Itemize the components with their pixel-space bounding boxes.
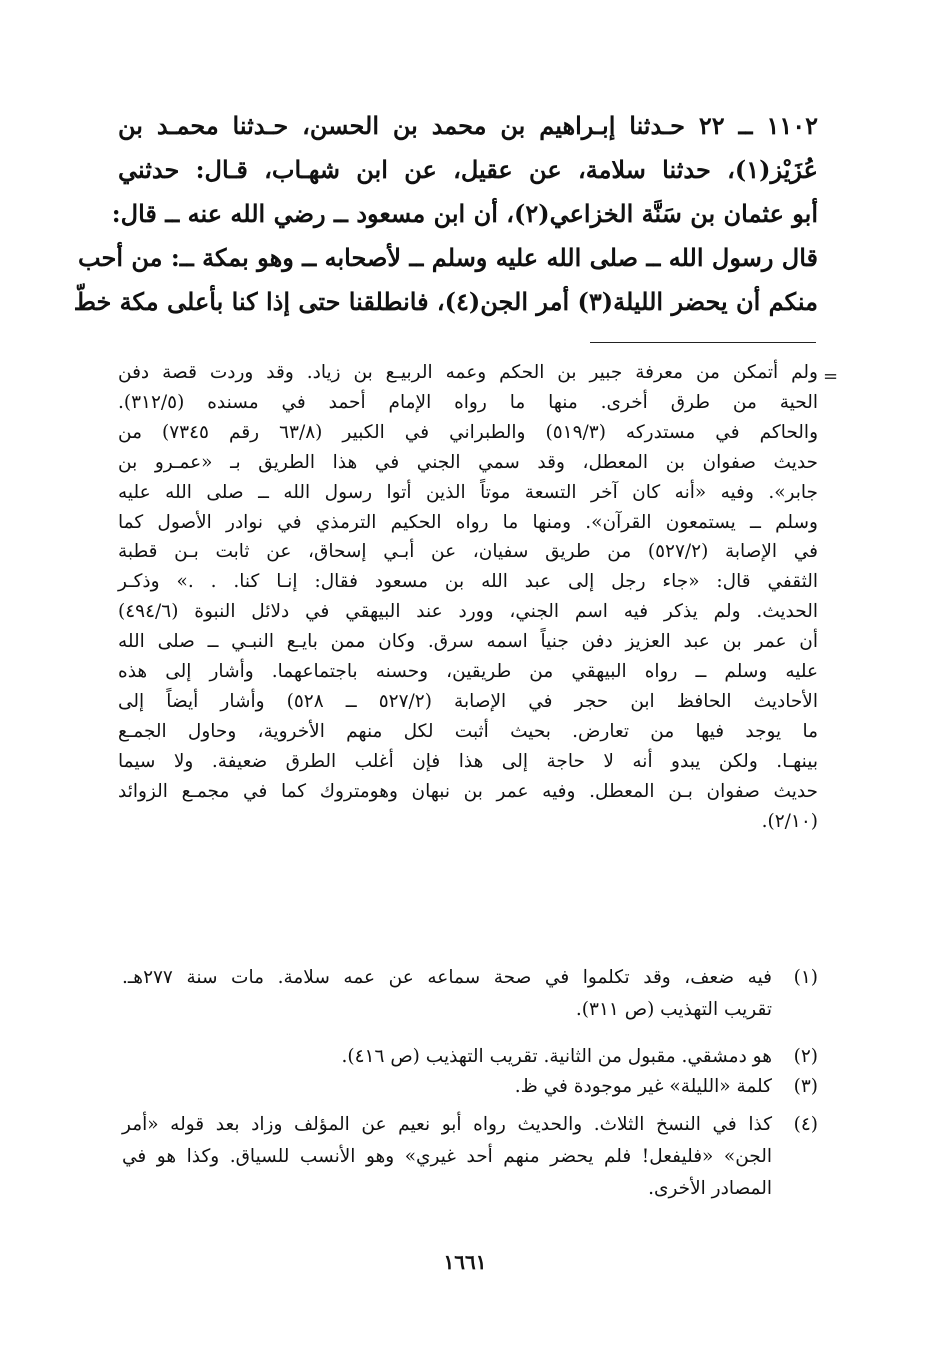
- note-line: الثقفي قال: «جاء رجل إلى عبد الله بن مسعود فقال: إنـا كنا. . .» وذكـر: [118, 571, 818, 593]
- note-line: ولم أتمكن من معرفة جبير بن الحكم وعمه الربيـع بن زياد. وقد وردت قصة دفن: [118, 362, 818, 383]
- main-text-line: ١١٠٢ ــ ٢٢ حـدثنا إبـراهيم بن محمد بن الحسن، حـدثنا محمـد بن: [118, 111, 818, 140]
- main-text-line: قال رسول الله ــ صلى الله عليه وسلم ــ لأصحابه ــ وهو بمكة ــ: من أحب: [77, 243, 818, 272]
- footnote-line: المصادر الأخرى.: [648, 1178, 772, 1199]
- note-line: (٢/١٠).: [761, 810, 818, 832]
- continuation-mark: =: [823, 366, 839, 387]
- footnote-3: [118, 1071, 818, 1103]
- footnote-number: (٢): [793, 1046, 818, 1067]
- footnote-line: الجن» «فليفعل! فلم يحضر منهم أحد غيري» وهو الأنسب للسياق. وكذا هو في: [122, 1146, 772, 1167]
- main-text-line: عُزَيْز(١)، حدثنا سلامة، عن عقيل، عن ابن شهـاب، قـال: حدثني: [118, 155, 818, 184]
- footnote-line: كلمة «الليلة» غير موجودة في ظ.: [514, 1076, 772, 1097]
- footnote-4: [118, 1109, 818, 1209]
- note-line: حديث صفوان بن المعطل، وقد سمي الجني في هذا الطريق بـ «عمـرو بن: [118, 451, 818, 473]
- note-line: وسلم ــ يستمعون القرآن». ومنها ما رواه الحكيم الترمذي في نوادر الأصول كما: [118, 511, 818, 533]
- footnote-number: (٣): [793, 1076, 818, 1097]
- footnote-number: (١): [793, 967, 818, 988]
- main-text-line: أبو عثمان بن سَنَّة الخزاعي(٢)، أن ابن مسعود ــ رضي الله عنه ــ قال:: [111, 199, 818, 228]
- page-number: ١٦٦١: [443, 1250, 487, 1274]
- note-line: الحية من طرق أخرى. منها ما رواه الإمام أحمد في مسنده (٣١٢/٥).: [118, 391, 818, 413]
- footnote-line: تقريب التهذيب (ص ٣١١).: [575, 999, 772, 1020]
- note-line: ما يوجد فيها من تعارض. بحيث أثبت لكل منهم الأخروية، وحاول الجمـع: [118, 720, 818, 742]
- note-line: حديث صفوان بـن المعطل. وفيه عمر بن نبهان وهومتروك كما في مجمـع الزوائد: [118, 780, 818, 802]
- note-line: جابر». وفيه «أنه كان آخر التسعة موتاً الذين أتوا رسول الله ــ صلى الله عليه: [118, 481, 818, 503]
- note-line: الحديث. ولم يذكر فيه اسم الجني، وورد عند البيهقي في دلائل النبوة (٤٩٤/٦): [118, 601, 818, 623]
- footnote-1: [118, 962, 818, 1028]
- footnote-2: [118, 1041, 818, 1073]
- hadith-main-text: [73, 104, 818, 324]
- footnote-body: [122, 1071, 772, 1103]
- footnote-line: كذا في النسخ الثلاث. والحديث رواه أبو نعيم عن المؤلف وزاد بعد قوله «أمر: [122, 1114, 772, 1135]
- note-line: عليه وسلم ــ رواه البيهقي من طريقين، وحسنه باجتماعهما. وأشار إلى هذه: [118, 661, 818, 683]
- footnote-body: [122, 962, 772, 1026]
- main-text-line: منكم أن يحضر الليلة(٣) أمر الجن(٤)، فانطلقنا حتى إذا كنا بأعلى مكة خطّ: [73, 287, 818, 316]
- note-line: في الإصابة (٥٢٧/٢) من طريق سفيان، عن أبـي إسحاق، عن ثابت بـن قطبة: [118, 541, 818, 563]
- note-line: بينهـا. ولكن يبدو أنه لا حاجة إلى هذا فإن أغلب الطرق ضعيفة. ولا سيما: [118, 750, 818, 772]
- footnote-body: [122, 1041, 772, 1073]
- note-line: أن عمر بن عبد العزيز دفن جنياً اسمه سرق. وكان ممن بايـع النبـي ــ صلى الله: [118, 631, 818, 653]
- footnote-separator-rule: [590, 342, 816, 343]
- continued-footnote-text: [118, 358, 818, 837]
- footnote-number: (٤): [793, 1114, 818, 1135]
- note-line: الأحاديث الحافظ ابن حجر في الإصابة (٥٢٧/٢ ــ ٥٢٨) وأشار أيضاً إلى: [118, 690, 818, 712]
- footnote-body: [122, 1109, 772, 1205]
- footnote-line: فيه ضعف، وقد تكلموا في صحة سماعه عن عمه سلامة. مات سنة ٢٧٧هـ.: [122, 967, 772, 988]
- footnote-line: هو دمشقي. مقبول من الثانية. تقريب التهذيب (ص ٤١٦).: [341, 1046, 772, 1067]
- note-line: والحاكم في مستدركه (٥١٩/٣) والطبراني في الكبير (٦٣/٨ رقم ٧٣٤٥) من: [118, 421, 818, 443]
